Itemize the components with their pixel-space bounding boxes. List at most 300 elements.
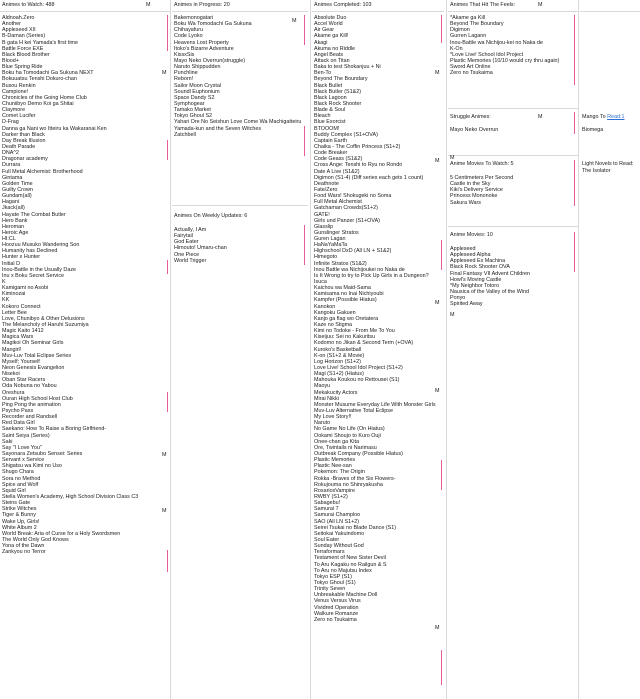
list-item: Mayo Neko Overrun(struggle) <box>174 57 246 64</box>
list-item: Oda Nobuna no Yabou <box>2 383 57 390</box>
list-item: Ore, Twintails ni Narimasu <box>314 444 377 451</box>
column-animes-completed <box>312 0 444 699</box>
list-item: Gunslinger Stratos <box>314 229 359 236</box>
list-item: Mekakucity Actors <box>314 389 358 396</box>
list-item: Tokyo ESP (S1) <box>314 573 352 580</box>
list-item: Plastic Nee-san <box>314 463 352 470</box>
list-item: Onee-chan ga Kita <box>314 438 359 445</box>
list-item: Kamigami no Asobi <box>2 285 49 292</box>
header-movies-to-watch: Anime Movies To Watch: 5 <box>450 161 514 167</box>
list-item: World Trigger <box>174 257 207 264</box>
list-item: Servant x Service <box>2 457 45 464</box>
list-item: Nausica of the Valley of the Wind <box>450 288 530 295</box>
list-item: Walkure Romanze <box>314 610 359 617</box>
list-item: Campione! <box>2 88 29 95</box>
list-item: The Melancholy of Haruhi Suzumiya <box>2 322 89 329</box>
list-item: Chuniibyo Demo Koi ga Shitai <box>2 100 74 107</box>
list-item: Kiseijuu: Sei no Kakuritsu <box>314 334 376 341</box>
list-animes-to-watch <box>2 15 168 555</box>
header-hit-the-feels: Animes That Hit The Feels: <box>450 2 516 8</box>
list-item: Zankyou no Terror <box>2 549 46 556</box>
list-item: Plastic Memories <box>314 457 356 464</box>
list-item: Magica Wars <box>2 334 34 341</box>
list-item: Venus Versus Virus <box>314 598 361 605</box>
list-item: One Piece <box>174 251 200 258</box>
list-item: God Eater <box>174 239 199 246</box>
header-struggle-animes: Struggle Animes: <box>450 114 491 120</box>
list-item: K-On <box>450 45 463 52</box>
list-item: Kaichou wa Maid-Sama <box>314 285 371 292</box>
list-item: Bokuuatsu Tenshi Dokuro-chan <box>2 76 77 83</box>
list-item: Red Data Girl <box>2 420 35 427</box>
list-item: 5 Centimeters Per Second <box>450 175 514 181</box>
marker-col1: M <box>146 2 151 8</box>
list-item: Kangoku Gakuen <box>314 309 356 316</box>
marker-movies: M <box>450 155 455 161</box>
list-animes-completed <box>314 15 442 623</box>
list-struggle-animes <box>450 127 576 133</box>
pink-marker <box>167 140 168 160</box>
list-item: Aldnoah.Zero <box>2 15 35 21</box>
list-item: Oreshura <box>2 389 25 396</box>
section-rule-col4c <box>448 226 578 227</box>
list-item: Buddy Complex (S1+OVA) <box>314 131 378 138</box>
list-item: Letter Bee <box>2 309 27 316</box>
header-rule-col1 <box>0 11 170 12</box>
header-rule-col2 <box>172 11 308 12</box>
list-item: K-on (S1+2 & Movie) <box>314 352 365 359</box>
marker-movies10: M <box>450 312 455 318</box>
list-item: BTOOOM! <box>314 125 340 132</box>
list-item: Kiminozai <box>2 291 26 298</box>
list-item: KissxSis <box>174 51 195 58</box>
list-item: Gintama <box>2 174 23 181</box>
list-item: Kuroko's Basketball <box>314 346 362 353</box>
list-item: Tiger & Bunny <box>2 512 36 519</box>
list-item: Samurai 7 <box>314 506 339 513</box>
list-item: Monster Musume Everyday Life With Monster Girls <box>314 401 436 408</box>
list-item: Princess Mononoke <box>450 193 498 200</box>
pink-marker <box>304 15 305 45</box>
pink-marker <box>574 112 575 134</box>
list-item: Chaika - The Coffin Princess (S1+2) <box>314 143 401 150</box>
list-item: Food Wars! Shokugeki no Soma <box>314 193 392 200</box>
list-item: Outbreak Company (Possible Hiatus) <box>314 450 403 457</box>
list-item: Highschool DxD (All LN + S1&2) <box>314 248 392 255</box>
list-item: Heroman <box>2 223 25 230</box>
header-weekly-updates: Animes On Weekly Updates: 6 <box>174 213 248 219</box>
list-item: Himouto! Umaru-chan <box>174 245 227 252</box>
list-item: Blood+ <box>2 57 19 64</box>
list-item: Bakemonogatari <box>174 15 214 21</box>
pink-marker <box>441 240 442 270</box>
list-item: Black Blood Brother <box>2 51 50 58</box>
list-item: Black Lagoon <box>314 94 347 101</box>
list-item: Black Bullet <box>314 82 343 89</box>
list-item: Hoozuu Musuko Wandering Son <box>2 242 80 249</box>
list-item: Darker than Black <box>2 131 45 138</box>
list-item: Magic Kaito 1412 <box>2 328 44 335</box>
list-item: Kimi no Todoke - From Me To You <box>314 328 395 335</box>
list-item: Soundl Euphonium <box>174 88 220 95</box>
list-item: To Aru Kagaku no Railgun & S <box>314 561 387 568</box>
list-item: Day Break Illusion <box>2 137 46 144</box>
list-item: D-Frag <box>2 119 19 126</box>
list-item: HaNaYaMaTa <box>314 242 348 249</box>
list-item: Ben-To <box>314 70 332 77</box>
list-item: Sabagebu! <box>314 500 341 507</box>
list-item: To Aru no Majutsu Index <box>314 567 372 574</box>
list-item: Dragonar academy <box>2 156 48 163</box>
list-movies-10 <box>450 246 576 307</box>
pink-marker <box>574 160 575 206</box>
header-animes-in-progress: Animes in Progress: 20 <box>174 2 230 8</box>
list-item: Deathnote <box>314 180 339 187</box>
list-item: Wake Up, Girls! <box>2 518 40 525</box>
list-item: Sakura Wars <box>450 199 481 206</box>
list-item: Digimon (S1-4) (Diff series each gets 1 count) <box>314 174 424 181</box>
pink-marker <box>441 650 442 685</box>
list-item: Sora no Method <box>2 475 41 482</box>
list-item: Naruto <box>314 420 331 427</box>
list-item: Squid Girl <box>2 487 26 494</box>
list-item: Blue Exorcist <box>314 119 346 126</box>
list-item: Zero no Tsukaima <box>314 616 357 623</box>
marker-col3-e: M <box>435 625 440 631</box>
list-item: Ouran High School Host Club <box>2 395 73 402</box>
list-item: Nisekoi <box>2 371 20 378</box>
list-light-novels <box>582 168 638 174</box>
list-item: Angel Beats <box>314 51 344 58</box>
list-item: Boku ha Tomodachi Ga Sukuna NEXT <box>2 70 94 77</box>
list-item: Magi (S1+2) (Hiatus) <box>314 371 364 378</box>
list-item: Love Live! School Idol Project (S1+2) <box>314 365 403 372</box>
list-item: Bleach <box>314 113 331 120</box>
list-item: Danna ga Nani wo Itteiru ka Wakaranai Ken <box>2 125 107 132</box>
section-rule-col4 <box>448 108 578 109</box>
list-item: Battle Force EXE <box>2 45 44 52</box>
column-animes-to-watch <box>0 0 170 699</box>
header-light-novels: Light Novels to Read: <box>582 161 634 167</box>
list-item: *Akame ga Kill <box>450 15 486 21</box>
marker-struggle: M <box>538 114 543 120</box>
list-item: Reborn! <box>174 76 194 83</box>
header-animes-completed: Animes Completed: 103 <box>314 2 372 8</box>
list-item: Magikoi Oh Seminar Girls <box>2 340 64 347</box>
header-rule-col5 <box>580 11 640 12</box>
list-item: *Love Live! School Idol Project <box>450 51 524 58</box>
list-item: Maoyu <box>314 383 331 390</box>
list-item: Howl's Moving Castle <box>450 276 502 283</box>
column-divider <box>578 0 579 699</box>
list-item: White Album 2 <box>2 524 37 531</box>
list-item: Punchline <box>174 70 198 77</box>
list-item: No Game No Life (On Hiatus) <box>314 426 385 433</box>
list-animes-in-progress <box>174 15 306 138</box>
pink-marker <box>167 260 168 274</box>
list-movies-to-watch <box>450 175 576 206</box>
list-item: Black Rock Shooter <box>314 100 362 107</box>
list-item: Chronicles of the Going Home Club <box>2 94 87 101</box>
list-item: Glasslip <box>314 223 334 230</box>
list-item: Sword Art Online <box>450 64 491 71</box>
list-item: Girls und Panzer (S1+OVA) <box>314 217 380 224</box>
manga-title: Mango To <box>582 114 608 120</box>
list-item: Mirai Nikki <box>314 395 339 402</box>
pink-marker <box>441 460 442 490</box>
list-item: Myself; Yourself <box>2 358 40 365</box>
list-item: Final Fantasy VII Advent Children <box>450 270 531 277</box>
list-item: Kanjo ga flag wo Oretatera <box>314 315 379 322</box>
list-item: Saekano: How To Raise a Boring Girlfriend- <box>2 426 107 433</box>
list-item: Terraformars <box>314 549 345 556</box>
list-item: Mahouka Koukou no Rettousei (S1) <box>314 377 400 384</box>
list-item: Yona of the Dawn <box>2 543 45 550</box>
list-item: Soul Eater <box>314 536 340 543</box>
list-item: Sayonara Zetsubo Sensei: Series <box>2 450 83 457</box>
list-item: Psycho Pass <box>2 408 34 414</box>
list-item: Mayo Neko Overrun <box>450 127 499 133</box>
list-item: Ponyo <box>450 295 466 302</box>
list-item: Rokka -Braves of the Six Flowers- <box>314 475 396 482</box>
header-rule-col4 <box>448 11 578 12</box>
list-item: Rokujouma no Shinryakusha <box>314 481 383 488</box>
list-item: Trinity Seven <box>314 586 346 593</box>
list-item: Full Metal Alchemist: Brotherhood <box>2 168 83 175</box>
list-item: Samurai Champloo <box>314 512 361 519</box>
list-item: Hagani <box>2 199 20 206</box>
list-item: Fairytail <box>174 233 193 240</box>
list-item: Sunday Without God <box>314 543 364 550</box>
pink-marker <box>574 15 575 85</box>
list-item: Strike Witches <box>2 506 37 513</box>
list-hit-the-feels <box>450 15 576 76</box>
list-item: Space Dandy S2 <box>174 94 215 101</box>
list-item: Heavens Lost Property <box>174 39 229 46</box>
list-item: Actually, I Am <box>174 227 207 233</box>
pink-marker <box>167 550 168 572</box>
list-item: Ookami Shoujo to Kuro Ouji <box>314 432 381 439</box>
list-item: Log Horizon (S1+2) <box>314 358 361 365</box>
list-item: Inu x Boku Secret Service <box>2 272 65 279</box>
list-item: Sailor Moon Crystal <box>174 82 222 89</box>
list-item: Akagi <box>314 39 328 46</box>
list-item: My Love Story!! <box>314 414 352 421</box>
list-item: Blue Spring Ride <box>2 64 43 71</box>
list-item: Accel World <box>314 21 343 28</box>
list-item: Himegoto <box>314 254 338 261</box>
list-item: KK <box>2 297 10 304</box>
list-item: Castle in the Sky <box>450 181 491 188</box>
section-rule-col4b <box>448 155 578 156</box>
pink-marker <box>167 392 168 412</box>
list-item: Boku Wa Tomodachi Ga Sukuna <box>174 21 252 28</box>
column-manga-and-novels <box>580 0 640 699</box>
list-item: Steins Gate <box>2 500 31 507</box>
marker-col3: M <box>435 70 440 76</box>
list-item: Tamako Market <box>174 107 211 114</box>
list-item: Death Parade <box>2 143 36 150</box>
list-item: B-Daman (Series) <box>2 33 46 40</box>
list-item: Baka to test Shokanjuu + Ni <box>314 64 381 71</box>
list-item: Appleseed XII <box>2 27 36 34</box>
list-item: Chihayafuru <box>174 27 204 34</box>
list-item: Vividred Operation <box>314 604 359 611</box>
list-item: Heroic Age <box>2 229 29 236</box>
list-item: Initial D <box>2 260 20 267</box>
list-weekly-updates <box>174 227 306 264</box>
list-item: Another <box>2 21 21 28</box>
list-item: Zatchbell <box>174 131 196 138</box>
list-item: Biomega <box>582 127 604 133</box>
list-item: Cross Ange: Tenshi to Ryu no Rondo <box>314 162 403 169</box>
list-item: The World Only God Knows <box>2 536 69 543</box>
pink-marker <box>167 15 168 51</box>
list-item: Black Butler (S1&2) <box>314 88 362 95</box>
header-movies-10: Anime Movies: 10 <box>450 232 493 238</box>
marker-col4: M <box>538 2 543 8</box>
marker-col1-c: M <box>162 452 167 458</box>
marker-col1-b: M <box>162 70 167 76</box>
list-item: Busou Renkin <box>2 82 36 89</box>
pink-marker <box>441 15 442 43</box>
list-item: *My Neighbor Totoro <box>450 282 500 289</box>
list-item: Stella Women's Academy, High School Division Class C3 <box>2 493 139 500</box>
list-item: Neon Genesis Evangelion <box>2 365 65 372</box>
list-item: Plastic Memories (10/10 would cry thru again) <box>450 57 560 64</box>
manga-link[interactable]: Read:1 <box>607 114 625 120</box>
list-item: Humanity has Declined <box>2 248 58 255</box>
list-item: Isuca <box>314 279 327 286</box>
list-item: Full Metal Alchemist <box>314 199 362 206</box>
list-item: Kokoro Connect <box>2 303 41 310</box>
list-item: GATE! <box>314 211 330 218</box>
marker-col3-d: M <box>435 388 440 394</box>
list-item: Symphogear <box>174 100 205 107</box>
list-item: RWBY (S1+2) <box>314 493 348 500</box>
list-item: Kodomo no Jikan & Second Term (+OVA) <box>314 340 414 347</box>
list-item: Code Lyoko <box>174 33 203 40</box>
list-item: Pokemon: The Origin <box>314 469 365 476</box>
list-item: Beyond The Boundary <box>450 21 504 28</box>
list-item: Naruto Shippudden <box>174 64 221 71</box>
list-item: Yahari Ore No Seishun Love Come Wa Machigatteiru <box>174 119 302 126</box>
list-item: Fate/Zero <box>314 186 338 193</box>
list-item: Guren Lagan <box>314 236 346 243</box>
list-item: Say "I Love You" <box>2 444 42 451</box>
list-item: Code Geass (S1&2) <box>314 156 363 163</box>
list-item: Recorder and Randsell <box>2 414 58 421</box>
list-item: Claymore <box>2 107 26 114</box>
list-item: Code Breaker <box>314 150 348 157</box>
list-item: Absolute Duo <box>314 15 347 21</box>
header-rule-col3 <box>312 11 444 12</box>
list-item: Hero Bank <box>2 217 28 224</box>
list-item: Muv-Luv Alternative Total Eclipse <box>314 408 393 414</box>
marker-col3-b: M <box>435 158 440 164</box>
list-item: Kamisama no Inai Nichiyoubi <box>314 291 384 298</box>
list-item: Testament of New Sister Devil <box>314 555 386 562</box>
marker-col3-c: M <box>435 300 440 306</box>
list-item: Zero no Tsukaima <box>450 70 493 77</box>
list-item: Beyond The Boundary <box>314 76 368 83</box>
list-manga-to-read <box>582 127 638 133</box>
list-item: Date A Live (S1&2) <box>314 168 360 175</box>
list-item: Mangirl! <box>2 346 22 353</box>
list-item: Inou-Battle wa Nichijou-kei no Naka de <box>450 39 543 46</box>
header-animes-to-watch: Animes to Watch: 488 <box>2 2 55 8</box>
list-item: Shugo Chara <box>2 469 34 476</box>
list-item: Yamada-kun and the Seven Witches <box>174 125 262 132</box>
list-item: Appleseed Ex Machina <box>450 258 506 265</box>
list-item: Jkack(all) <box>2 205 25 212</box>
list-item: Kanokon <box>314 303 336 310</box>
list-item: Comet Lucifer <box>2 113 36 120</box>
section-rule-col2 <box>172 205 308 206</box>
list-item: B gata H kei Yamada's first time <box>2 39 79 46</box>
list-item: Inou Battle wa Nichijoukei no Naka de <box>314 266 405 273</box>
list-item: Air Gear <box>314 27 335 34</box>
list-item: Tokyo Ghoul (S1) <box>314 579 356 586</box>
list-item: Kampfer (Possible Hiatus) <box>314 297 377 304</box>
list-item: Itoko's Bizarre Adventure <box>174 45 234 52</box>
list-item: Attack on Titan <box>314 57 350 64</box>
list-item: Appleseed <box>450 246 476 252</box>
list-item: Infinite Stratos (S1&2) <box>314 260 367 267</box>
list-item: Saki <box>2 438 13 445</box>
list-item: Gatchaman Crowds(S1+2) <box>314 205 378 212</box>
list-item: Spirited Away <box>450 301 483 308</box>
list-item: Ping Pong the animation <box>2 401 61 408</box>
list-item: Black Rock Shooter OVA <box>450 264 510 271</box>
list-item: Gurren Lagann <box>450 33 487 40</box>
list-item: Seirei Tsukai no Blade Dance (S1) <box>314 524 397 531</box>
list-item: Muv-Luv Total Eclipse Series <box>2 352 72 359</box>
list-item: Spice and Wolf <box>2 481 39 488</box>
list-item: DNA^2 <box>2 150 19 157</box>
list-item: Guilty Crown <box>2 186 33 193</box>
pink-marker <box>304 225 305 265</box>
column-divider <box>446 0 447 699</box>
list-item: Digimon <box>450 27 470 34</box>
list-item: Captain Earth <box>314 137 347 144</box>
list-item: SAO (All LN S1+2) <box>314 518 360 525</box>
list-item: Hunter x Hunter <box>2 254 41 261</box>
list-item: Kiki's Delivery Service <box>450 187 503 194</box>
list-item: Saint Seiya (Series) <box>2 432 50 439</box>
list-item: Appleseed Alpha <box>450 252 491 259</box>
list-item: Golden Time <box>2 180 33 187</box>
column-divider <box>170 0 171 699</box>
list-item: HI:CL <box>2 236 16 243</box>
list-item: Durrara <box>2 162 21 169</box>
list-item: Oban Star Racers <box>2 377 46 384</box>
header-manga-to-read <box>582 114 624 120</box>
list-item: K <box>2 279 6 286</box>
list-item: Unbreakable Machine Doll <box>314 592 378 599</box>
column-divider <box>310 0 311 699</box>
marker-col1-d: M <box>162 508 167 514</box>
list-item: Akame ga Kill! <box>314 33 349 40</box>
list-item: Shigatsu wa Kimi no Uso <box>2 463 62 470</box>
list-item: Blade & Soul <box>314 107 346 114</box>
list-item: Hayate The Combat Butler <box>2 211 66 218</box>
column-feels-and-movies <box>448 0 578 699</box>
list-item: World Break: Aria of Curse for a Holy Swordsmen <box>2 530 121 537</box>
list-item: RosarioxVampire <box>314 487 355 494</box>
list-item: Akuma no Riddle <box>314 45 356 52</box>
pink-marker <box>304 126 305 156</box>
